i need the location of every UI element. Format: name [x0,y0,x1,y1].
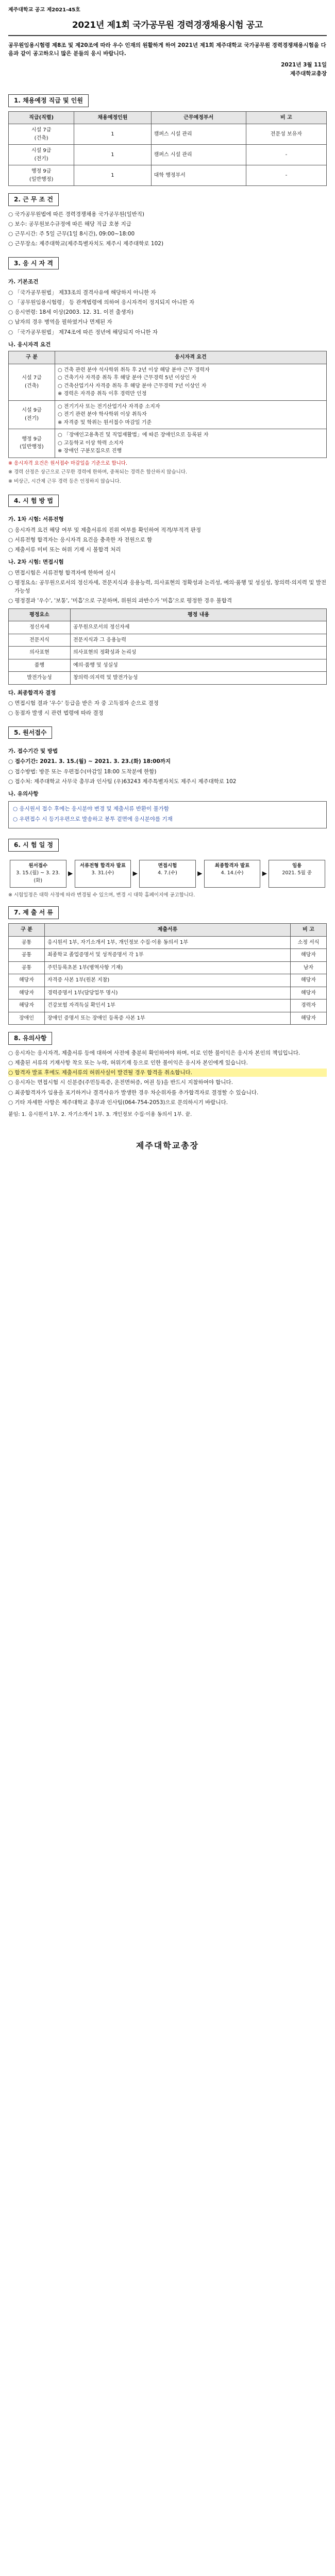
list-item: ○ 응시자는 응시자격, 제출서류 등에 대하여 사전에 충분히 확인하여야 하며, 이로 인한 불이익은 응시자 본인의 책임입니다. [8,1049,300,1056]
recruit-th-dept: 근무예정부서 [151,111,246,124]
cell: 행정 9급 (일반행정) [9,429,55,458]
table-row [9,400,327,429]
cell: 최종학교 졸업증명서 및 성적증명서 각 1부 [45,949,291,962]
step-name: 임용 [292,862,302,869]
cell: 시설 9급 (전기) [9,400,55,429]
cell: 장애인 증명서 또는 장애인 등록증 사본 1부 [45,1012,291,1025]
arrow-right-icon: ▶ [197,870,203,877]
cell: 건강보험 자격득실 확인서 1부 [45,999,291,1012]
list-item: ○ 접수처: 제주대학교 사무국 총무과 인사팀 (우)63243 제주특별자치도 제주시 제주대학로 102 [8,778,237,785]
cell: 소정 서식 [291,936,327,949]
table-row [9,165,327,186]
section-5-title: 5. 원서접수 [8,726,52,739]
cell: 장애인 [9,1012,45,1025]
cell: 응시원서 1부, 자기소개서 1부, 개인정보 수집·이용 동의서 1부 [45,936,291,949]
section-7-title: 7. 제 출 서 류 [8,906,59,919]
list-item: ○ 접수기간: 2021. 3. 15.(월) ~ 2021. 3. 23.(화) 18:00까지 [8,758,171,765]
table-row [9,647,327,659]
cell: 경력자 [291,999,327,1012]
list-item: ○ 우편접수 시 등기우편으로 발송하고 봉투 겉면에 응시분야를 기재 [13,816,173,822]
table-row [9,949,327,962]
step-name: 면접시험 [158,862,177,869]
arrow-right-icon: ▶ [132,870,138,877]
cell: 전문지식과 그 응용능력 [71,634,327,647]
cell: - [246,145,326,165]
cell: 남자 [291,961,327,974]
eval-th-element: 평정요소 [9,608,71,621]
application-cautions [8,801,327,828]
section-3-title: 3. 응 시 자 격 [8,257,59,270]
cell: 1 [74,124,151,145]
cell: 공통 [9,936,45,949]
cell: 경력증명서 1부(담당업무 명시) [45,987,291,999]
list-item: ○ 「국가공무원법」 제33조의 결격사유에 해당하지 아니한 자 [8,289,156,296]
list-item: ○ 면접시험 결과 '우수' 등급을 받은 자 중 고득점자 순으로 결정 [8,700,159,707]
subsection-title: 가. 접수기간 및 방법 [8,748,58,755]
table-row [9,621,327,634]
table-row [9,672,327,685]
schedule-note: ※ 시험일정은 대학 사정에 따라 변경될 수 있으며, 변경 시 대학 홈페이지에 공고합니다. [8,892,195,898]
schedule-step [139,860,196,888]
table-row [9,124,327,145]
cell: 정신자세 [9,621,71,634]
notice-issuer: 제주대학교총장 [290,70,327,77]
cell: 전문성 보유자 [246,124,326,145]
qual-th-type: 구 분 [9,351,55,364]
section-8-title: 8. 유의사항 [8,1032,52,1045]
cell: 대학 행정부서 [151,165,246,186]
list-item: ※ 응시자격 요건은 원서접수 마감일을 기준으로 합니다. [8,460,127,466]
step-date: 3. 15.(월) ~ 3. 23.(화) [16,870,60,884]
list-item: ○ 동점자 발생 시 관련 법령에 따라 결정 [8,710,104,717]
cell: 공통 [9,961,45,974]
cell: 해당자 [291,974,327,987]
table-row [9,936,327,949]
application-list [8,757,327,786]
section-1-title: 1. 채용예정 직급 및 인원 [8,94,89,107]
cell: 해당자 [9,974,45,987]
list-item: ○ 평정결과 '우수', '보통', '미흡'으로 구분하며, 위원의 과반수가 '미흡'으로 평정한 경우 불합격 [8,598,232,604]
cell: 1 [74,165,151,186]
cell: ○ 건축 관련 분야 석사학위 취득 후 2년 이상 해당 분야 근무 경력자 ○ 건축기사 자격증 취득 후 해당 분야 근무경력 5년 이상인 자 ○ 건축산업기사 자격증 취득 후 해당 분야 근무경력 7년 이상인 자 ※ 경력은 자격증 취득 이후 경력만 인정 [55,364,327,400]
docs-th-docs: 제출서류 [45,924,291,937]
qual-th-req: 응시자격 요건 [55,351,327,364]
subsection-title: 나. 2차 시험: 면접시험 [8,559,64,566]
list-item: ※ 비상근, 시간제 근무 경력 등은 인정하지 않습니다. [8,479,121,485]
table-row [9,974,327,987]
eval-th-content: 평정 내용 [71,608,327,621]
cell: 1 [74,145,151,165]
cell: 행정 9급 (일반행정) [9,165,74,186]
cell: 자격증 사본 1부(원본 지참) [45,974,291,987]
step-date: 2021. 5월 중 [282,870,312,876]
work-conditions-list [8,210,327,248]
section-4-title: 4. 시 험 방 법 [8,495,59,507]
list-item: ○ 「공무원임용시험령」 등 관계법령에 의하여 응시자격이 정지되지 아니한 자 [8,299,195,306]
list-item: ○ 제출된 서류의 기재사항 착오 또는 누락, 허위기재 등으로 인한 불이익은 응시자 본인에게 있습니다. [8,1059,248,1066]
cell: 시설 7급 (건축) [9,124,74,145]
cell: 캠퍼스 시설 관리 [151,145,246,165]
recruit-th-grade: 직급(직렬) [9,111,74,124]
cell: 공통 [9,949,45,962]
issuer-signature: 제주대학교총장 [136,1140,199,1150]
list-item: ○ 「국가공무원법」 제74조에 따른 정년에 해당되지 아니한 자 [8,329,158,335]
list-item: ※ 경력 산정은 상근으로 근무한 경력에 한하며, 중복되는 경력은 합산하지 않습니다. [8,469,188,476]
document-number: 제주대학교 공고 제2021-45호 [8,7,80,13]
table-row [9,1012,327,1025]
list-item: ○ 최종합격자가 임용을 포기하거나 결격사유가 발생한 경우 차순위자를 추가합격자로 결정할 수 있습니다. [8,1089,259,1096]
notice-date: 2021년 3월 11일 [281,62,327,69]
intro-text: 공무원임용시험령 제8조 및 제20조에 따라 우수 인재의 원활하게 하여 2021년 제1회 제주대학교 국가공무원 경력경쟁채용시험을 다음과 같이 공고하오니 많은 분들의 응시 바랍니다. [8,42,326,57]
subsection-title: 다. 최종합격자 결정 [8,689,56,696]
list-item: ○ 보수: 공무원보수규정에 따른 해당 직급 호봉 지급 [8,221,131,227]
cell: 품행 [9,659,71,672]
table-row [9,634,327,647]
step-date: 4. 7.(수) [158,870,177,876]
cell: 예의·품행 및 성실성 [71,659,327,672]
cell: 발전가능성 [9,672,71,685]
table-row [9,429,327,458]
evaluation-table [8,608,327,685]
list-item: ○ 응시원서 접수 후에는 응시분야 변경 및 제출서류 반환이 불가함 [13,806,169,812]
page-title: 2021년 제1회 국가공무원 경력경쟁채용시험 공고 [8,19,327,36]
list-item: ○ 서류전형 합격자는 응시자격 요건을 충족한 자 전원으로 함 [8,536,153,543]
cell: 의사표현의 정확성과 논리성 [71,647,327,659]
list-item: ○ 응시자격 요건 해당 여부 및 제출서류의 진위 여부를 확인하여 적격/부적격 판정 [8,527,201,533]
cell: 시설 9급 (전기) [9,145,74,165]
cell: 의사표현 [9,647,71,659]
table-row [9,364,327,400]
docs-th-note: 비 고 [291,924,327,937]
table-row [9,987,327,999]
list-item: ○ 응시자는 면접시험 시 신분증(주민등록증, 운전면허증, 여권 등)을 반드시 지참하여야 합니다. [8,1079,233,1086]
cell: 창의력·의지력 및 발전가능성 [71,672,327,685]
step-date: 4. 14.(수) [221,870,244,876]
recruit-table [8,111,327,187]
table-row [9,145,327,165]
step-name: 서류전형 합격자 발표 [79,862,126,869]
step-name: 최종합격자 발표 [214,862,250,869]
cell: 해당자 [291,1012,327,1025]
recruit-th-count: 채용예정인원 [74,111,151,124]
list-item: ○ 국가공무원법에 따른 경력경쟁채용 국가공무원(일반직) [8,211,144,217]
cell: 해당자 [9,987,45,999]
schedule-flow [8,860,327,888]
notice-cautions-list [8,1049,327,1107]
subsection-title: 가. 기본조건 [8,279,39,285]
cell: ○ 전기기사 또는 전기산업기사 자격증 소지자 ○ 전기 관련 분야 학사학위 이상 취득자 ※ 자격증 및 학위는 원서접수 마감일 기준 [55,400,327,429]
qualification-notes [8,460,327,486]
list-item: ○ 접수방법: 방문 또는 우편접수(마감일 18:00 도착분에 한함) [8,768,157,775]
subsection-title: 가. 1차 시험: 서류전형 [8,516,64,523]
qualification-table [8,351,327,458]
section-6-title: 6. 시 험 일 정 [8,839,59,852]
cell: 주민등록초본 1부(병역사항 기재) [45,961,291,974]
cell: 해당자 [291,949,327,962]
schedule-step [204,860,261,888]
interview-list [8,569,327,605]
subsection-title: 나. 유의사항 [8,791,39,798]
table-row [9,659,327,672]
docs-th-type: 구 분 [9,924,45,937]
doc-review-list [8,526,327,554]
list-item: ○ 근무시간: 주 5일 근무(1일 8시간), 09:00~18:00 [8,231,135,238]
cell: 전문지식 [9,634,71,647]
list-item: ○ 면접시험은 서류전형 합격자에 한하여 실시 [8,569,116,576]
list-item: ○ 제출서류 미비 또는 허위 기재 시 불합격 처리 [8,547,121,553]
list-item: ○ 합격자 발표 후에도 제출서류의 허위사실이 발견될 경우 합격을 취소합니다. [8,1069,327,1077]
schedule-step [75,860,131,888]
schedule-step [269,860,325,888]
schedule-step [10,860,66,888]
list-item: ○ 남자의 경우 병역을 필하였거나 면제된 자 [8,319,112,326]
cell: 해당자 [291,987,327,999]
arrow-right-icon: ▶ [68,870,73,877]
cell: ○ 「장애인고용촉진 및 직업재활법」에 따른 장애인으로 등록된 자 ○ 고등학교 이상 학력 소지자 ※ 장애인 구분모집으로 진행 [55,429,327,458]
list-item: ○ 근무장소: 제주대학교(제주특별자치도 제주시 제주대학로 102) [8,241,164,247]
final-decision-list [8,699,327,718]
list-item: ○ 기타 자세한 사항은 제주대학교 총무과 인사팀(064-754-2053)으로 문의하시기 바랍니다. [8,1099,228,1106]
table-row [9,961,327,974]
step-date: 3. 31.(수) [91,870,114,876]
cell: 시설 7급 (건축) [9,364,55,400]
attachments-line: 붙임: 1. 응시원서 1부. 2. 자기소개서 1부. 3. 개인정보 수집·이용 동의서 1부. 끝. [8,1112,192,1118]
cell: 캠퍼스 시설 관리 [151,124,246,145]
cell: 해당자 [9,999,45,1012]
documents-table [8,923,327,1025]
cell: - [246,165,326,186]
list-item: ○ 응시연령: 18세 이상(2003. 12. 31. 이전 출생자) [8,309,133,316]
arrow-right-icon: ▶ [262,870,267,877]
list-item: ○ 평정요소: 공무원으로서의 정신자세, 전문지식과 응용능력, 의사표현의 정확성과 논리성, 예의·품행 및 성실성, 창의력·의지력 및 발전가능성 [8,579,327,595]
table-row [9,999,327,1012]
section-2-title: 2. 근 무 조 건 [8,193,59,206]
subsection-title: 나. 응시자격 요건 [8,341,51,348]
recruit-th-note: 비 고 [246,111,326,124]
basic-conditions-list [8,289,327,336]
step-name: 원서접수 [28,862,48,869]
cell: 공무원으로서의 정신자세 [71,621,327,634]
